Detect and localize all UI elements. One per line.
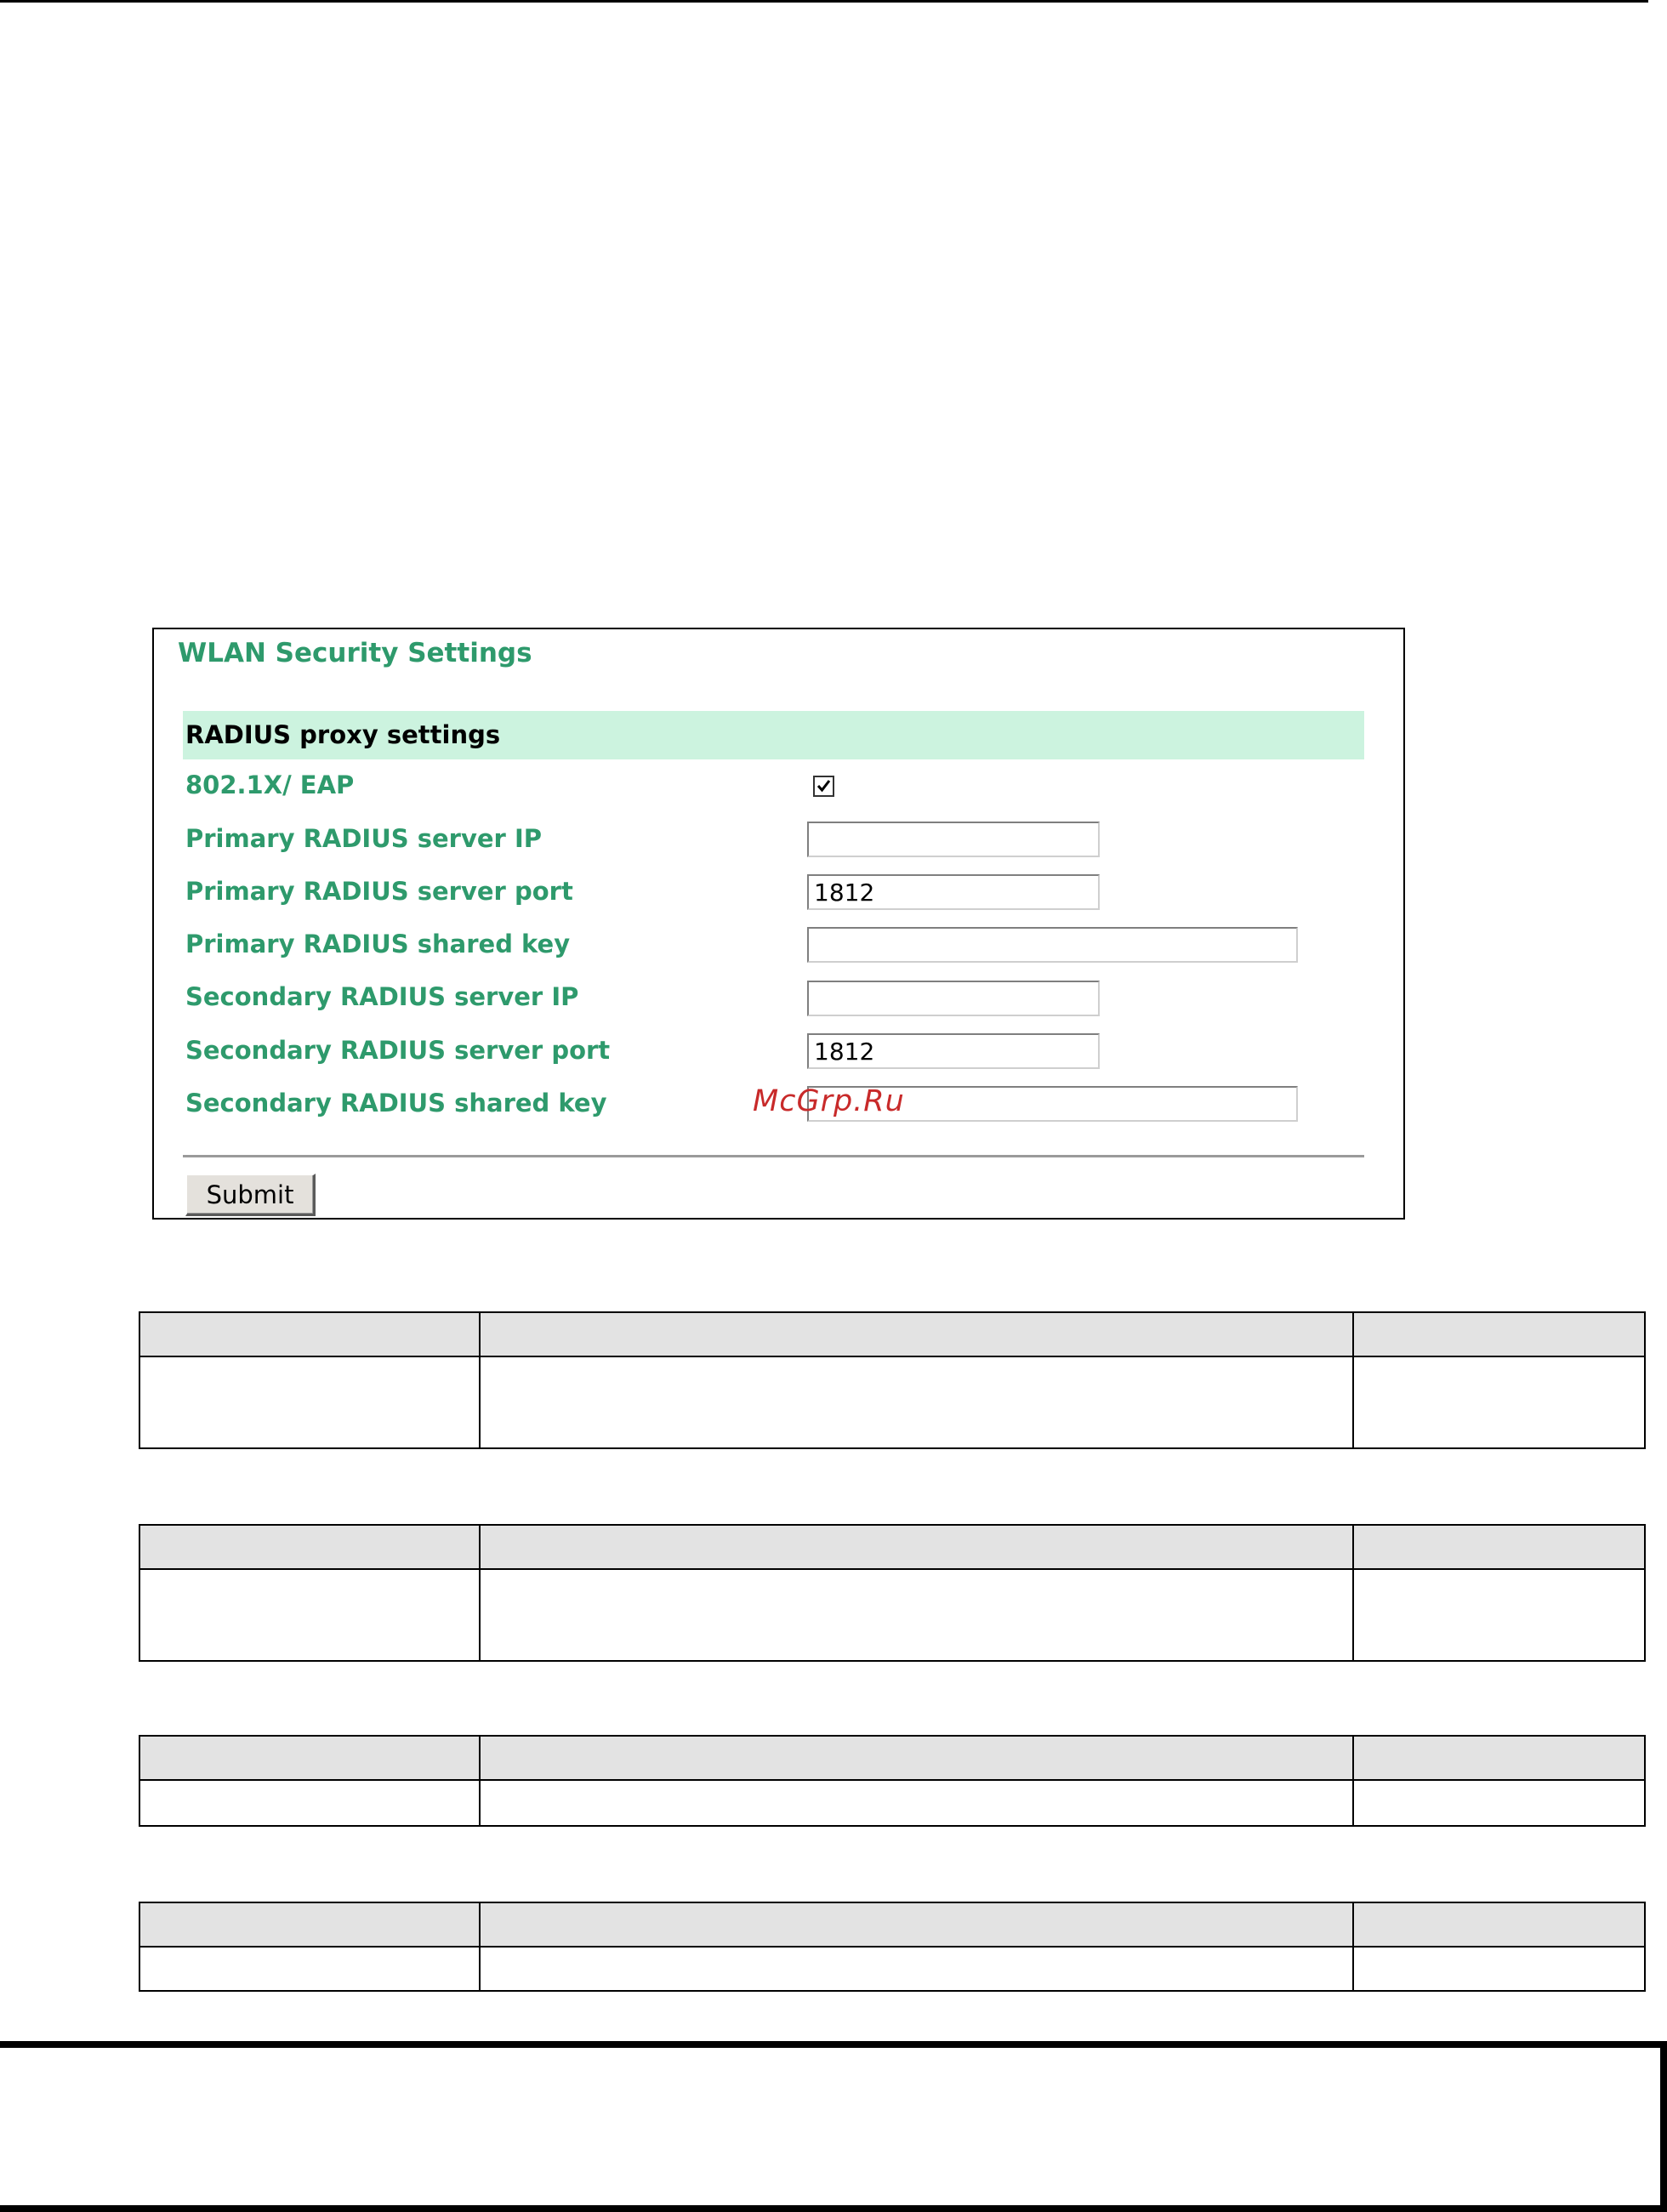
primary-radius-key-label: Primary RADIUS shared key bbox=[185, 930, 571, 958]
spec-table-1 bbox=[139, 1311, 1646, 1449]
top-rule bbox=[0, 0, 1648, 3]
secondary-radius-ip-input[interactable] bbox=[807, 981, 1100, 1016]
footer-box bbox=[0, 2041, 1667, 2212]
watermark: McGrp.Ru bbox=[753, 1084, 905, 1118]
secondary-radius-port-label: Secondary RADIUS server port bbox=[185, 1036, 611, 1065]
panel-title: WLAN Security Settings bbox=[178, 638, 532, 668]
primary-radius-port-label: Primary RADIUS server port bbox=[185, 877, 573, 906]
spec-table-3 bbox=[139, 1735, 1646, 1827]
table-row bbox=[139, 1356, 1645, 1448]
table-header-row bbox=[139, 1525, 1645, 1569]
eap-checkbox[interactable] bbox=[813, 776, 834, 797]
submit-button[interactable]: Submit bbox=[185, 1174, 316, 1216]
eap-label: 802.1X/ EAP bbox=[185, 771, 355, 799]
checkmark-icon bbox=[816, 778, 832, 794]
wlan-security-panel bbox=[152, 628, 1405, 1220]
primary-radius-port-input[interactable] bbox=[807, 874, 1100, 910]
secondary-radius-key-label: Secondary RADIUS shared key bbox=[185, 1089, 607, 1117]
spec-table-2 bbox=[139, 1524, 1646, 1662]
primary-radius-ip-label: Primary RADIUS server IP bbox=[185, 824, 542, 853]
table-row bbox=[139, 1569, 1645, 1661]
table-header-row bbox=[139, 1736, 1645, 1780]
secondary-radius-port-input[interactable] bbox=[807, 1033, 1100, 1069]
form-divider bbox=[183, 1155, 1364, 1157]
secondary-radius-ip-label: Secondary RADIUS server IP bbox=[185, 982, 579, 1011]
spec-table-4 bbox=[139, 1902, 1646, 1992]
table-row bbox=[139, 1780, 1645, 1826]
radius-proxy-section-header: RADIUS proxy settings bbox=[183, 711, 1364, 759]
primary-radius-ip-input[interactable] bbox=[807, 822, 1100, 857]
table-row bbox=[139, 1947, 1645, 1991]
table-header-row bbox=[139, 1312, 1645, 1356]
table-header-row bbox=[139, 1902, 1645, 1947]
primary-radius-key-input[interactable] bbox=[807, 927, 1298, 963]
